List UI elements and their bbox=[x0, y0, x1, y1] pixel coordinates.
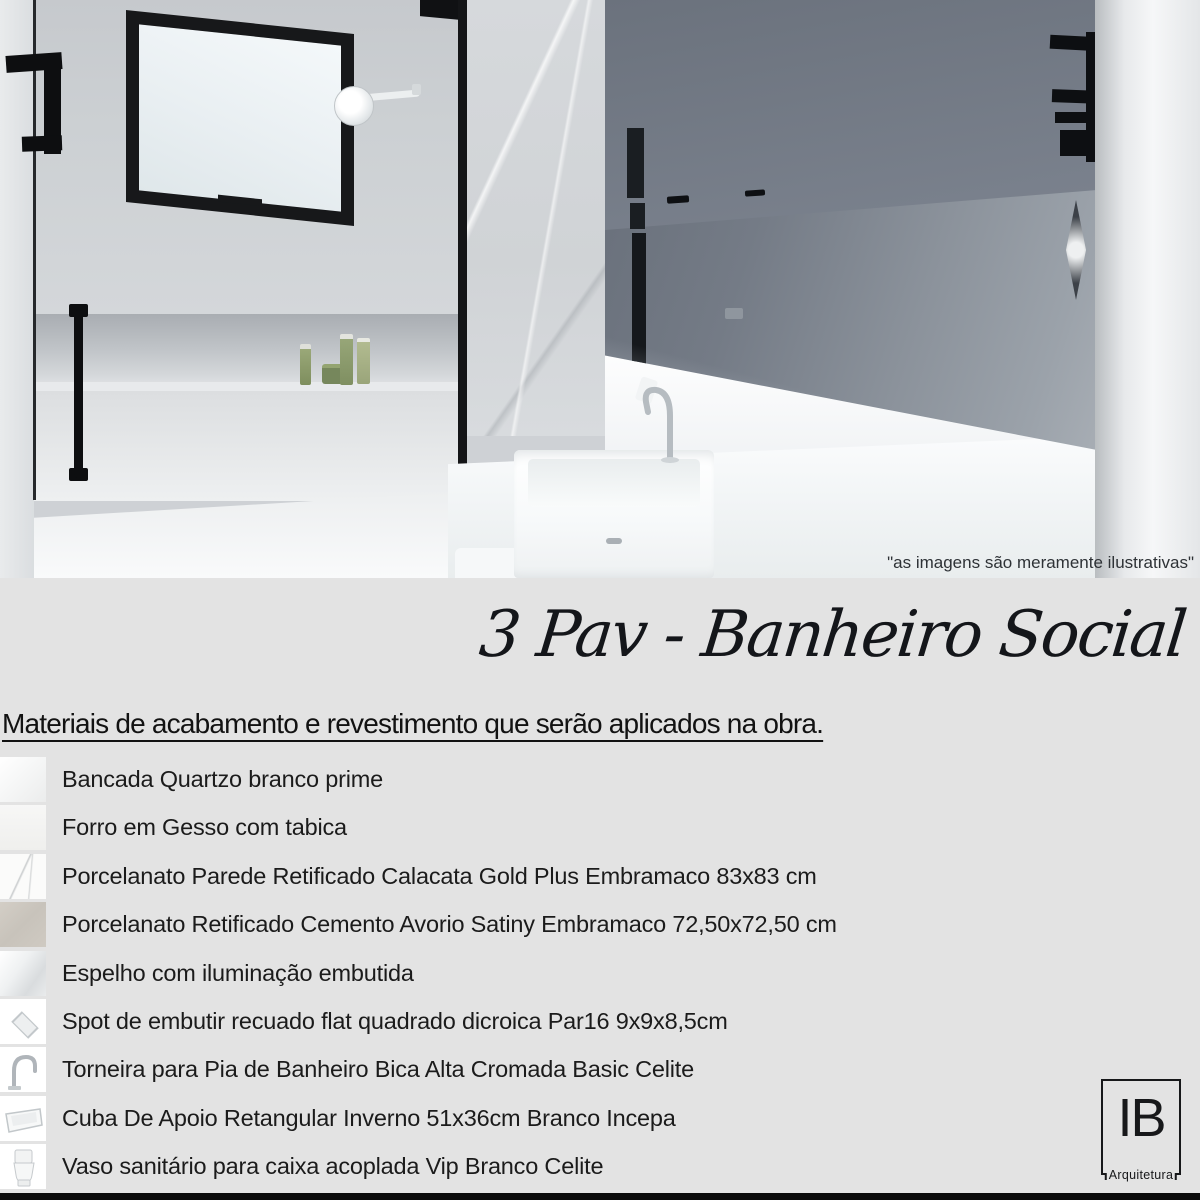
shampoo-bottle bbox=[300, 344, 311, 385]
sink-overflow bbox=[606, 538, 622, 544]
window-latch bbox=[218, 195, 262, 207]
material-row bbox=[0, 757, 1150, 802]
marble-pillar bbox=[1095, 0, 1200, 578]
material-label: Bancada Quartzo branco prime bbox=[62, 766, 383, 792]
calacata-swatch bbox=[0, 854, 46, 899]
basin-icon bbox=[0, 1096, 46, 1141]
spot-icon bbox=[0, 999, 46, 1044]
vessel-sink bbox=[514, 450, 714, 578]
mirror-ceiling-reflection bbox=[605, 0, 1097, 250]
glass-door-edge bbox=[33, 0, 36, 500]
shower-floor bbox=[34, 492, 464, 578]
material-row bbox=[0, 999, 1150, 1044]
sink-basin bbox=[528, 459, 700, 507]
quartz-swatch bbox=[0, 757, 46, 802]
shower-niche bbox=[34, 314, 458, 390]
material-label: Spot de embutir recuado flat quadrado dicroica Par16 9x9x8,5cm bbox=[62, 1007, 728, 1034]
material-label: Porcelanato Retificado Cemento Avorio Satiny Embramaco 72,50x72,50 cm bbox=[62, 911, 837, 938]
marble-wall bbox=[467, 0, 608, 436]
material-label: Forro em Gesso com tabica bbox=[62, 814, 347, 841]
material-row bbox=[0, 854, 1150, 899]
faucet-icon bbox=[0, 1047, 46, 1092]
shampoo-bottle bbox=[340, 334, 353, 385]
shampoo-bottle bbox=[357, 338, 370, 384]
bottom-border-bar bbox=[0, 1193, 1200, 1200]
mirror-glass-reflection bbox=[630, 203, 645, 229]
glass-frame-post bbox=[458, 0, 467, 486]
cemento-swatch bbox=[0, 902, 46, 947]
logo-name: Arquitetura bbox=[1106, 1168, 1176, 1182]
material-row bbox=[0, 1144, 1150, 1189]
shower-arm-mount bbox=[412, 84, 421, 95]
towel-rack-reflection bbox=[1086, 32, 1095, 162]
material-label: Cuba De Apoio Retangular Inverno 51x36cm Branco Incepa bbox=[62, 1104, 676, 1131]
materials-list bbox=[0, 757, 1150, 1189]
materials-heading: Materiais de acabamento e revestimento que serão aplicados na obra. bbox=[2, 708, 824, 739]
material-label: Porcelanato Parede Retificado Calacata Gold Plus Embramaco 83x83 cm bbox=[62, 862, 817, 889]
material-row bbox=[0, 902, 1150, 947]
material-row bbox=[0, 951, 1150, 996]
ib-arquitetura-logo bbox=[1101, 1079, 1181, 1182]
bathroom-render bbox=[0, 0, 1200, 578]
material-row bbox=[0, 1047, 1150, 1092]
toilet-icon bbox=[0, 1144, 46, 1189]
mirror-swatch bbox=[0, 951, 46, 996]
shower-lower-wall bbox=[34, 391, 458, 501]
material-label: Vaso sanitário para caixa acoplada Vip Branco Celite bbox=[62, 1153, 604, 1180]
door-handle bbox=[74, 310, 83, 478]
logo-initials: IB bbox=[1117, 1088, 1165, 1148]
shower-niche-shelf bbox=[34, 382, 458, 391]
mirror-outlet-reflection bbox=[725, 308, 743, 319]
faucet bbox=[628, 372, 698, 464]
material-label: Espelho com iluminação embutida bbox=[62, 959, 414, 986]
material-row bbox=[0, 1096, 1150, 1141]
shower-glass-door bbox=[0, 0, 34, 578]
section-title: 3 Pav - Banheiro Social bbox=[476, 598, 1189, 672]
door-hinge-bracket bbox=[22, 135, 62, 151]
material-row bbox=[0, 805, 1150, 850]
shower-head bbox=[334, 86, 374, 126]
material-label: Torneira para Pia de Banheiro Bica Alta Cromada Basic Celite bbox=[62, 1056, 694, 1083]
image-disclaimer: "as imagens são meramente ilustrativas" bbox=[887, 553, 1194, 572]
mirror-glass-reflection bbox=[627, 128, 644, 198]
bathroom-window bbox=[126, 10, 354, 226]
gesso-swatch bbox=[0, 805, 46, 850]
